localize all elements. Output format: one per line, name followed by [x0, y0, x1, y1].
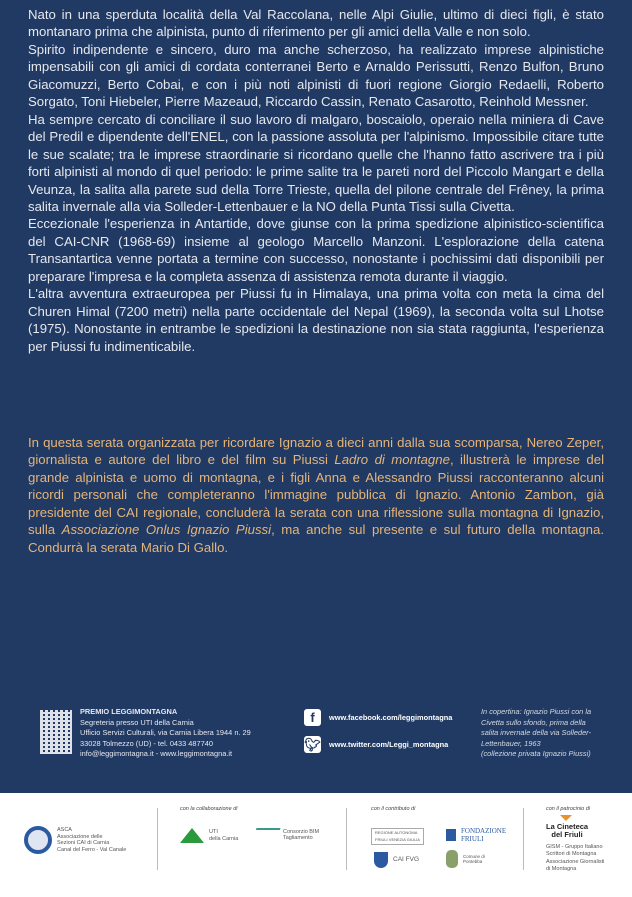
bio-paragraph: Nato in una sperduta località della Val Raccolana, nelle Alpi Giulie, ultimo di dieci figli, è stato montanaro prima che alpinista, punto di riferimento per gli amici della Valle e non solo.	[28, 7, 604, 40]
event-text: , ma anche sul presente e sul futuro della montagna. Condurrà la serata Mario Di Gallo.	[28, 522, 604, 555]
bim-logo	[254, 828, 319, 842]
twitter-icon: 🐦︎	[304, 737, 321, 752]
contrib-caption: con il contributo di	[371, 806, 416, 812]
logo-text: Sezioni CAI di Carnia	[57, 840, 110, 846]
facebook-icon: f	[304, 709, 321, 726]
gism-text	[546, 844, 603, 857]
cai-fvg-logo	[374, 852, 419, 868]
logo-text: CAI FVG	[393, 855, 420, 863]
logo-text: REGIONE AUTONOMA	[375, 830, 418, 835]
biography-text	[28, 6, 604, 355]
logo-text: Consorzio BIM	[283, 828, 320, 835]
comune-pontebba-logo	[446, 850, 485, 868]
divider	[157, 808, 158, 870]
contact-line: 33028 Tolmezzo (UD) - tel. 0433 487740	[80, 738, 213, 748]
divider	[523, 808, 524, 870]
logo-text: della Carnia	[209, 835, 239, 842]
sponsor-footer	[0, 793, 632, 897]
bio-paragraph: Eccezionale l'esperienza in Antartide, dove giunse con la prima spedizione alpinistico-scientifica del CAI-CNR (1968-69) insieme al geologo Marcello Manzoni. L'esplorazione della catena Transantartica venne portata a termine con successo, nonostante i pochissimi dati disponibili per preparare l'impresa e la completa assenza di assistenza remota durante il viaggio.	[28, 216, 604, 284]
collab-caption: con la collaborazione di	[180, 806, 238, 812]
logo-text: del Friuli	[551, 830, 583, 839]
bio-paragraph: Ha sempre cercato di conciliare il suo lavoro di malgaro, boscaiolo, operaio nella miniera di Cave del Predil e dipendente dell'ENEL, con la passione assoluta per l'alpinismo. Impossibile citare tutte le sue scalate; tra le imprese straordinarie si ricordano quelle che l'hanno fatto ascrivere tra i più forti alpinisti al mondo di quel periodo: le prime salite tra le pareti nord del Piccolo Mangart e della Veunza, la salita alla parete sud della Torre Trieste, quella del pilone centrale del Frêney, la prima salita invernale alla via Solleder-Lettenbauer e la NO della Punta Tissi sulla Civetta.	[28, 111, 604, 214]
cineteca-icon	[560, 815, 572, 821]
logo-text: Pontebba	[463, 859, 483, 864]
caption-line: salita invernale della via Solleder-	[481, 728, 591, 737]
event-description	[28, 434, 604, 556]
caption-line: In copertina: Ignazio Piussi con la	[481, 707, 592, 716]
book-title: Ladro di montagne	[334, 452, 450, 468]
facebook-link[interactable]	[304, 709, 452, 726]
bim-mountain-icon	[251, 828, 280, 842]
logo-text: La Cineteca	[546, 822, 589, 831]
comune-crest-icon	[446, 850, 458, 868]
twitter-link[interactable]	[304, 736, 448, 753]
asca-emblem-icon	[24, 826, 52, 854]
facebook-url[interactable]: www.facebook.com/leggimontagna	[329, 713, 453, 722]
uti-logo	[180, 828, 238, 843]
contact-line: Ufficio Servizi Culturali, via Carnia Libera 1944 n. 29	[80, 728, 251, 737]
event-text: In questa serata organizzata per ricordare Ignazio a dieci anni dalla sua scomparsa, Nereo Zeper, giornalista e autore del libro e del film su Piussi	[28, 435, 604, 468]
cai-shield-icon	[374, 852, 388, 868]
contact-line: Segreteria presso UTI della Carnia	[80, 717, 194, 727]
caption-line: Lettenbauer, 1963	[481, 738, 541, 748]
logo-text: FRIULI	[461, 835, 484, 843]
logo-text: Tagliamento	[283, 835, 313, 841]
caption-line: Civetta sullo sfondo, prima della	[481, 717, 586, 727]
logo-text: di Montagna	[546, 865, 577, 872]
contact-line[interactable]: info@leggimontagna.it - www.leggimontagna.it	[80, 749, 233, 758]
event-text: , illustrerà le imprese del grande alpinista e uomo di montagna, e i figli Anna e Alessandro Piussi racconteranno alcuni ricordi personali che completeranno l'immagine pubblica di Ignazio. Antonio Zambon, già presidente del CAI regionale, concluderà la serata con una riflessione sulla montagna di Ignazio, sulla	[28, 452, 604, 538]
logo-text: FONDAZIONE	[461, 827, 507, 835]
bio-paragraph: Spirito indipendente e sincero, duro ma anche scherzoso, ha realizzato imprese alpinistiche impensabili con gli amici di cordata conterranei Berto e Arnaldo Perissutti, Renzo Bulfon, Bruno Giacomuzzi, Berto Cobai, e con i più noti alpinisti di fuori regione Giorgio Redaelli, Roberto Sorgato, Toni Hiebeler, Pierre Mazeaud, Riccardo Cassin, Renato Casarotto, Reinhold Messner.	[28, 41, 604, 110]
logo-text: Associazione delle	[57, 833, 103, 840]
cineteca-logo	[546, 823, 588, 839]
logo-text: UTI	[209, 829, 218, 835]
logo-text: FRIULI VENEZIA GIULIA	[375, 836, 420, 842]
twitter-url[interactable]: www.twitter.com/Leggi_montagna	[329, 740, 449, 749]
logo-text: Comune di	[463, 853, 485, 859]
agm-text	[546, 859, 604, 872]
caption-line: (collezione privata Ignazio Piussi)	[481, 749, 591, 758]
association-name: Associazione Onlus Ignazio Piussi	[61, 522, 272, 538]
uti-tree-icon	[180, 828, 204, 843]
premio-title: PREMIO LEGGIMONTAGNA	[80, 707, 178, 716]
logo-text: Scrittori di Montagna	[546, 850, 597, 857]
fondazione-friuli-logo	[446, 827, 506, 843]
qr-code[interactable]	[40, 710, 72, 754]
cover-caption	[481, 707, 621, 760]
regione-fvg-logo	[371, 828, 424, 845]
logo-text: GISM - Gruppo Italiano	[546, 844, 603, 850]
logo-text: Canal del Ferro - Val Canale	[57, 846, 127, 853]
fondazione-icon	[446, 829, 456, 841]
premio-contact	[80, 707, 251, 760]
logo-text: ASCA	[57, 827, 72, 833]
bio-paragraph: L'altra avventura extraeuropea per Piussi fu in Himalaya, una prima volta con meta la cima del Churen Himal (7200 metri) nella parte occidentale del Nepal (1969), la seconda volta sul Lhotse (1975). Nonostante in entrambe le spedizioni la destinazione non sia stata raggiunta, l'esperienza per Piussi fu indimenticabile.	[28, 286, 604, 354]
divider	[346, 808, 347, 870]
asca-logo	[24, 826, 126, 854]
logo-text: Associazione Giornalisti	[546, 859, 605, 865]
patrocinio-caption: con il patrocinio di	[546, 806, 591, 812]
